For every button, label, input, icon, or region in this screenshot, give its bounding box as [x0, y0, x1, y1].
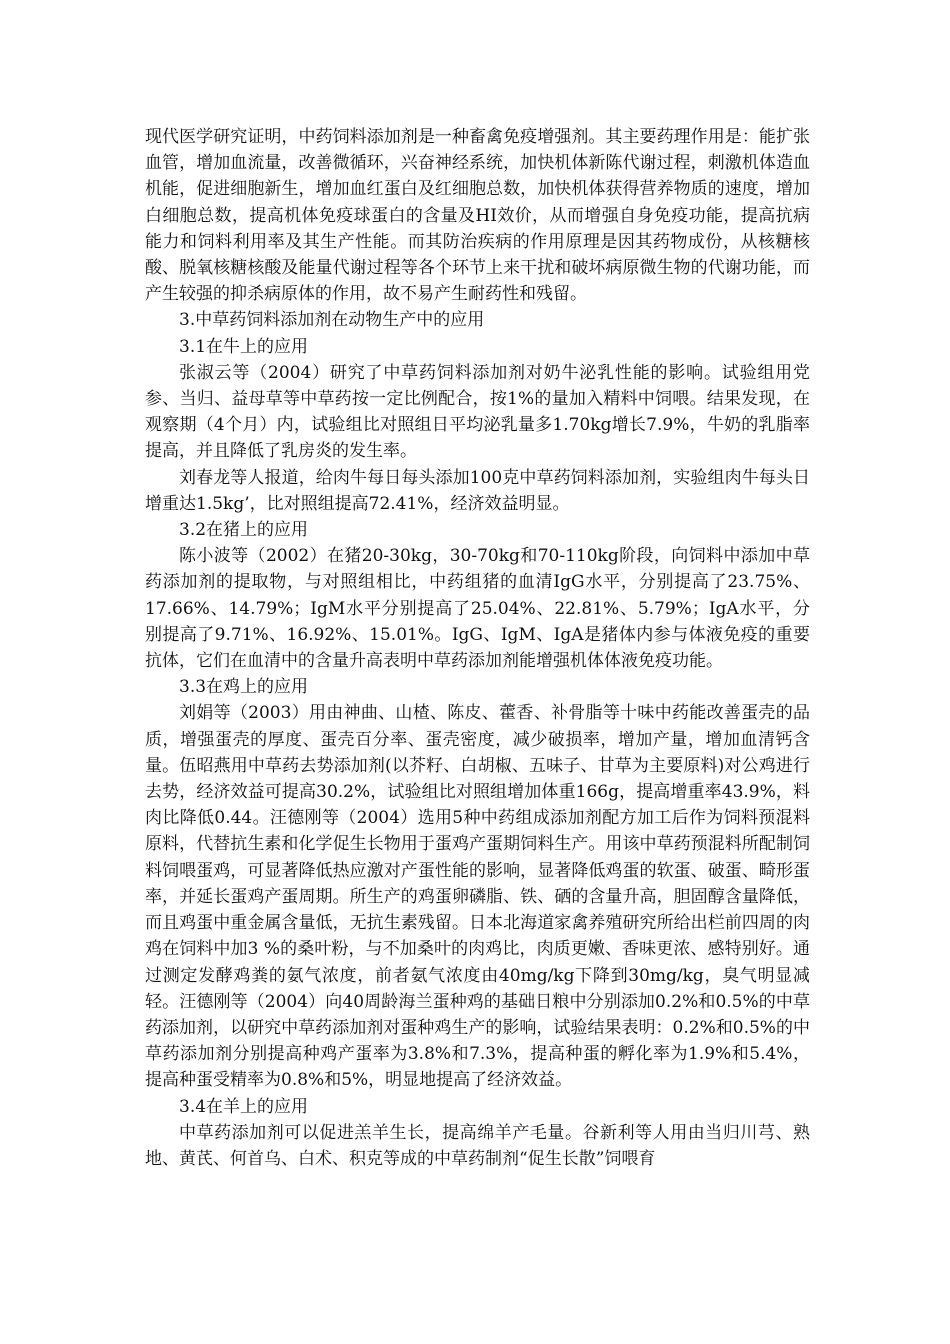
subsection-heading-3-3: 3.3在鸡上的应用 [179, 677, 309, 698]
subsection-heading-3-1: 3.1在牛上的应用 [179, 336, 309, 357]
paragraph-immune-mechanism: 现代医学研究证明，中药饲料添加剂是一种畜禽免疫增强剂。其主要药理作用是：能扩张血管，增加血流量，改善微循环，兴奋神经系统，加快机体新陈代谢过程，刺激机体造血机能，促进细胞新生，增加血红蛋白及红细胞总数，加快机体获得营养物质的速度，增加白细胞总数，提高机体免疫球蛋白的含量及HI效价，从而增强自身免疫功能，提高抗病能力和饲料利用率及其生产性能。而其防治疾病的作用原理是因其药物成份，从核糖核酸、脱氧核糖核酸及能量代谢过程等各个环节上来干扰和破坏病原微生物的代谢功能，而产生较强的抑杀病原体的作用，故不易产生耐药性和残留。 [145, 127, 810, 305]
paragraph-sheep: 中草药添加剂可以促进羔羊生长，提高绵羊产毛量。谷新利等人用由当归川芎、熟地、黄芪、何首乌、白术、积克等成的中草药制剂“促生长散”饲喂育 [145, 1122, 810, 1169]
paragraph-pig: 陈小波等（2002）在猪20-30kg，30-70kg和70-110kg阶段，向饲料中添加中草药添加剂的提取物，与对照组相比，中药组猪的血清IgG水平，分别提高了23.75%、17.66%、14.79%；IgM水平分别提高了25.04%、22.81%、5.79%；IgA水平，分别提高了9.71%、16.92%、15.01%。IgG、IgM、IgA是猪体内参与体液免疫的重要抗体，它们在血清中的含量升高表明中草药添加剂能增强机体体液免疫功能。 [145, 546, 810, 672]
paragraph-cattle-beef: 刘春龙等人报道，给肉牛每日每头添加100克中草药饲料添加剂，实验组肉牛每头日增重达1.5kg’，比对照组提高72.41%，经济效益明显。 [145, 467, 810, 514]
section-heading-3: 3.中草药饲料添加剂在动物生产中的应用 [179, 310, 485, 331]
subsection-heading-3-2: 3.2在猪上的应用 [179, 520, 309, 541]
paragraph-cattle-dairy: 张淑云等（2004）研究了中草药饲料添加剂对奶牛泌乳性能的影响。试验组用党参、当归、益母草等中草药按一定比例配合，按1%的量加入精料中饲喂。结果发现，在观察期（4个月）内，试验组比对照组日平均泌乳量多1.70kg增长7.9%，牛奶的乳脂率提高，并且降低了乳房炎的发生率。 [145, 362, 810, 462]
paragraph-chicken: 刘娟等（2003）用由神曲、山楂、陈皮、藿香、补骨脂等十味中药能改善蛋壳的品质，增强蛋壳的厚度、蛋壳百分率、蛋壳密度，减少破损率，增加产量，增加血清钙含量。伍昭燕用中草药去势添加剂(以芥籽、白胡椒、五味子、甘草为主要原料)对公鸡进行去势，经济效益可提高30.2%，试验组比对照组增加体重166g，提高增重率43.9%，料肉比降低0.44。汪德刚等（2004）选用5种中药组成添加剂配方加工后作为饲料预混料原料，代替抗生素和化学促生长物用于蛋鸡产蛋期饲料生产。用该中草药预混料所配制饲料饲喂蛋鸡，可显著降低热应激对产蛋性能的影响，显著降低鸡蛋的软蛋、破蛋、畸形蛋率，并延长蛋鸡产蛋周期。所生产的鸡蛋卵磷脂、铁、硒的含量升高，胆固醇含量降低，而且鸡蛋中重金属含量低，无抗生素残留。日本北海道家禽养殖研究所给出栏前四周的肉鸡在饲料中加3 %的桑叶粉，与不加桑叶的肉鸡比，肉质更嫩、香味更浓、感特别好。通过测定发酵鸡粪的氨气浓度，前者氨气浓度由40mg/kg下降到30mg/kg，臭气明显减轻。汪德刚等（2004）向40周龄海兰蛋种鸡的基础日粮中分别添加0.2%和0.5%的中草药添加剂，以研究中草药添加剂对蛋种鸡生产的影响，试验结果表明：0.2%和0.5%的中草药添加剂分别提高种鸡产蛋率为3.8%和7.3%，提高种蛋的孵化率为1.9%和5.4%，提高种蛋受精率为0.8%和5%，明显地提高了经济效益。 [145, 703, 810, 1091]
subsection-heading-3-4: 3.4在羊上的应用 [179, 1096, 309, 1117]
document-body [145, 124, 810, 1172]
